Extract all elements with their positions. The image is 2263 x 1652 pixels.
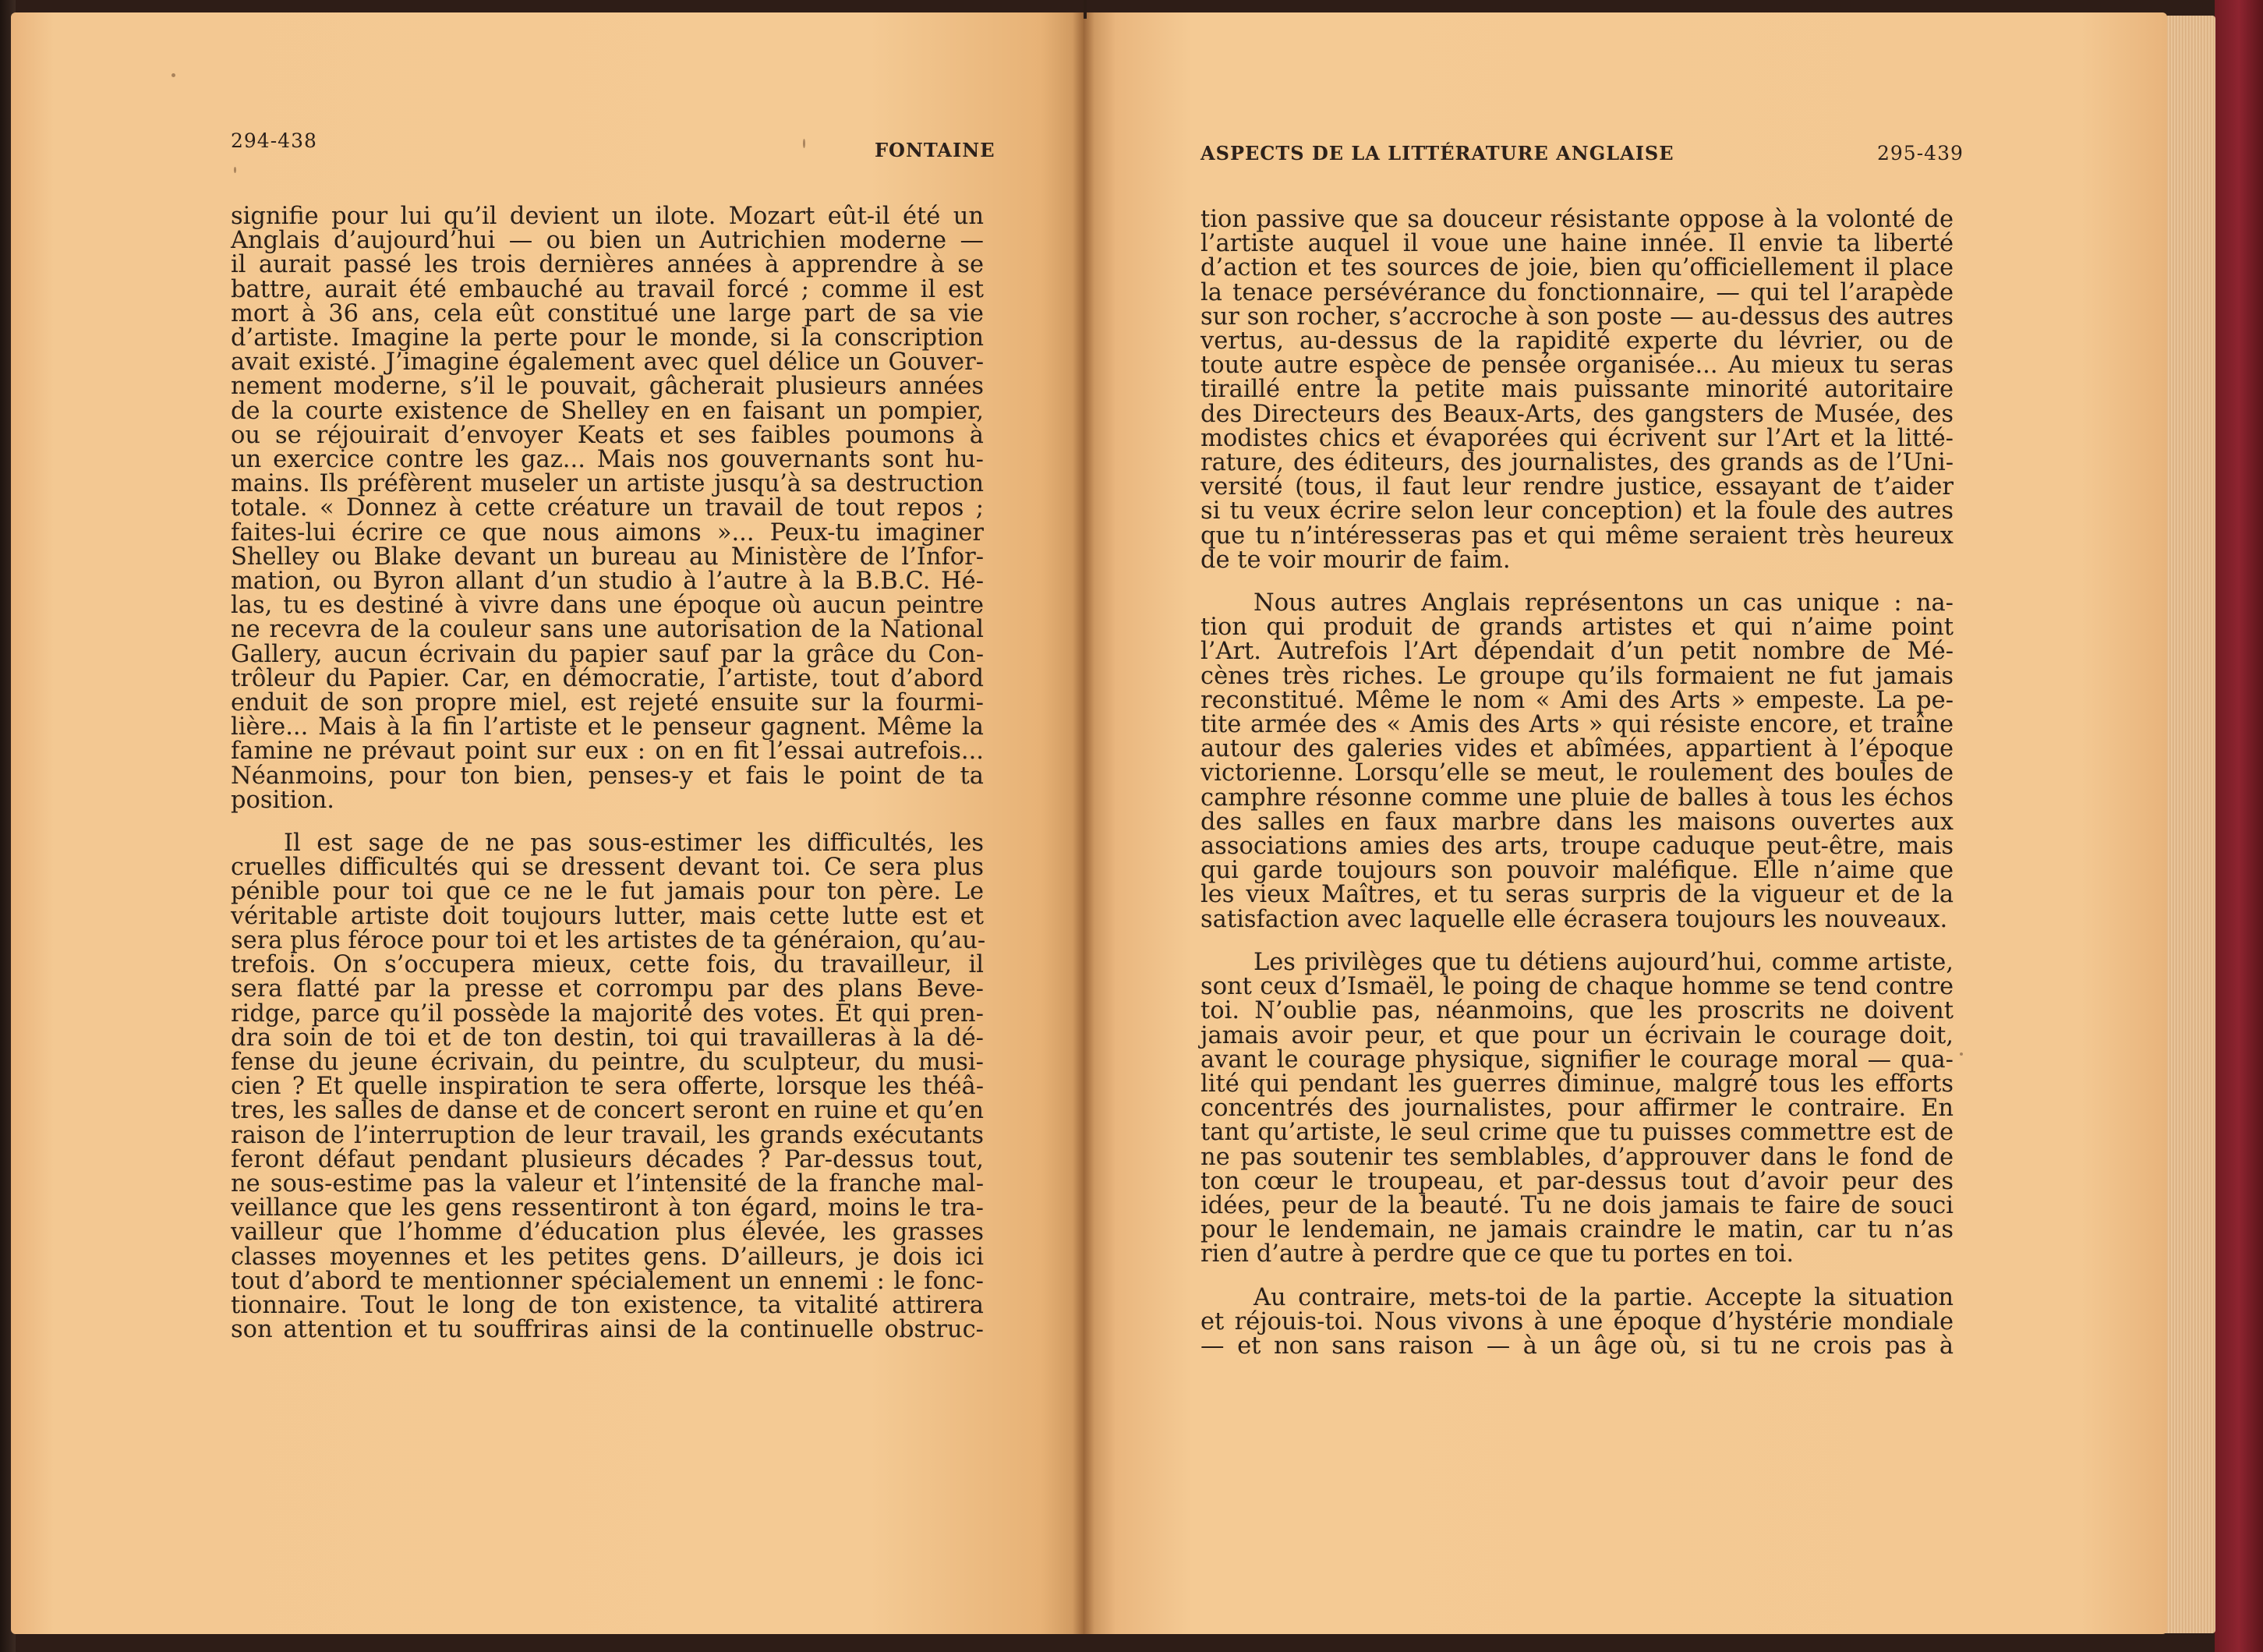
text-line: d’action et tes sources de joie, bien qu’officiellement il place [1200, 254, 1954, 282]
text-line: tres, les salles de danse et de concert seront en ruine et qu’en [231, 1097, 984, 1125]
text-line: tiraillé entre la petite mais puissante minorité autoritaire [1200, 376, 1954, 404]
right-page-number: 295-439 [1877, 142, 1964, 164]
page-block-edge [2159, 16, 2215, 1633]
text-line: la tenace persévérance du fonctionnaire, — qui tel l’arapède [1200, 278, 1954, 306]
text-line: des salles en faux marbre dans les maisons ouvertes aux [1200, 808, 1954, 836]
text-line: cruelles difficultés qui se dressent devant toi. Ce sera plus [231, 854, 984, 882]
text-line: que tu n’intéresseras pas et qui même seraient très heureux [1200, 522, 1954, 550]
text-line: jamais avoir peur, et que pour un écrivain le courage doit, [1200, 1021, 1954, 1049]
text-line: sont ceux d’Ismaël, le poing de chaque homme se tend contre [1200, 973, 1954, 1001]
text-line: tant qu’artiste, le seul crime que tu puisses commettre est de [1200, 1119, 1954, 1147]
text-line: famine ne prévaut point sur eux : on en fit l’essai autrefois... [231, 738, 984, 766]
text-line: — et non sans raison — à un âge où, si tu ne crois pas à [1200, 1332, 1954, 1360]
text-line: l’Art. Autrefois l’Art dépendait d’un petit nombre de Mé- [1200, 638, 1954, 666]
text-line: position. [231, 786, 335, 814]
text-line: ton cœur le troupeau, et par-dessus tout d’avoir peur des [1200, 1167, 1954, 1195]
text-line: Il est sage de ne pas sous-estimer les difficultés, les [284, 830, 984, 858]
text-line: signifie pour lui qu’il devient un ilote. Mozart eût-il été un [231, 203, 984, 230]
text-line: avait existé. J’imagine également avec quel délice un Gouver- [231, 348, 984, 377]
right-page-body [1200, 207, 1954, 1358]
text-line: son attention et tu souffriras ainsi de la continuelle obstruc- [231, 1316, 984, 1344]
text-line: Au contraire, mets-toi de la partie. Accepte la situation [1253, 1283, 1954, 1311]
text-line: cènes très riches. Le groupe qu’ils formaient ne fut jamais [1200, 662, 1954, 690]
text-line: ne sous-estime pas la valeur et l’intensité de la franche mal- [231, 1169, 984, 1197]
left-paragraph-1 [231, 204, 984, 812]
text-line: dra soin de toi et de ton destin, toi qui travailleras à la dé- [231, 1024, 984, 1052]
text-line: et réjouis-toi. Nous vivons à une époque d’hystérie mondiale [1200, 1307, 1954, 1335]
text-line: associations amies des arts, troupe caduque peut-être, mais [1200, 833, 1954, 861]
text-line: lière... Mais à la fin l’artiste et le penseur gagnent. Même la [231, 713, 984, 741]
right-paragraph-2 [1200, 591, 1954, 932]
left-page-number: 294-438 [231, 129, 317, 152]
text-line: les vieux Maîtres, et tu seras surpris de la vigueur et de la [1200, 881, 1954, 909]
text-line: battre, aurait été embauché au travail forcé ; comme il est [231, 275, 984, 303]
text-line: sur son rocher, s’accroche à son poste — au-dessus des autres [1200, 302, 1954, 331]
text-line: ne recevra de la couleur sans une autorisation de la National [231, 616, 984, 644]
left-running-head: FONTAINE [875, 139, 995, 161]
text-line: ou se réjouirait d’envoyer Keats et ses faibles poumons à [231, 421, 984, 449]
text-line: toi. N’oublie pas, néanmoins, que les proscrits ne doivent [1200, 997, 1954, 1025]
text-line: versité (tous, il faut leur rendre justice, essayant de t’aider [1200, 473, 1954, 501]
text-line: veillance que les gens ressentiront à ton égard, moins le tra- [231, 1194, 984, 1222]
text-line: trôleur du Papier. Car, en démocratie, l’artiste, tout d’abord [231, 664, 984, 692]
text-line: idées, peur de la beauté. Tu ne dois jamais te faire de souci [1200, 1191, 1954, 1219]
paper-speck [803, 139, 805, 148]
text-line: Néanmoins, pour ton bien, penses-y et fais le point de ta [231, 762, 984, 790]
book-cover-right-edge [2215, 0, 2263, 1652]
left-page-body [231, 204, 984, 1342]
text-line: tite armée des « Amis des Arts » qui résiste encore, et traîne [1200, 711, 1954, 739]
left-paragraph-2 [231, 831, 984, 1342]
text-line: reconstitué. Même le nom « Ami des Arts » empeste. La pe- [1200, 686, 1954, 714]
text-line: Les privilèges que tu détiens aujourd’hui, comme artiste, [1253, 948, 1954, 976]
text-line: d’artiste. Imagine la perte pour le monde, si la conscription [231, 324, 984, 352]
text-line: sera flatté par la presse et corrompu par des plans Beve- [231, 975, 984, 1003]
book-gutter [1073, 12, 1094, 1634]
text-line: modistes chics et évaporées qui écrivent sur l’Art et la litté- [1200, 424, 1954, 452]
text-line: Nous autres Anglais représentons un cas unique : na- [1253, 589, 1954, 617]
text-line: qui garde toujours son pouvoir maléfique. Elle n’aime que [1200, 857, 1954, 885]
text-line: de la courte existence de Shelley en en faisant un pompier, [231, 397, 984, 425]
text-line: ne pas soutenir tes semblables, d’approuver dans le fond de [1200, 1143, 1954, 1171]
paper-speck [171, 73, 175, 77]
text-line: un exercice contre les gaz... Mais nos gouvernants sont hu- [231, 446, 984, 474]
text-line: avant le courage physique, signifier le courage moral — qua- [1200, 1045, 1954, 1074]
text-line: trefois. On s’occupera mieux, cette fois, du travailleur, il [231, 951, 984, 979]
text-line: tion qui produit de grands artistes et qui n’aime point [1200, 614, 1954, 642]
right-paragraph-3 [1200, 950, 1954, 1267]
text-line: pour le lendemain, ne jamais craindre le matin, car tu n’as [1200, 1216, 1954, 1244]
text-line: enduit de son propre miel, est rejeté ensuite sur la fourmi- [231, 689, 984, 717]
text-line: il aurait passé les trois dernières années à apprendre à se [231, 251, 984, 279]
text-line: victorienne. Lorsqu’elle se meut, le roulement des boules de [1200, 759, 1954, 787]
text-line: toute autre espèce de pensée organisée... Au mieux tu seras [1200, 352, 1954, 380]
text-line: mation, ou Byron allant d’un studio à l’autre à la B.B.C. Hé- [231, 568, 984, 596]
text-line: tionnaire. Tout le long de ton existence, ta vitalité attirera [231, 1291, 984, 1319]
text-line: des Directeurs des Beaux-Arts, des gangsters de Musée, des [1200, 400, 1954, 428]
text-line: mort à 36 ans, cela eût constitué une large part de sa vie [231, 299, 984, 327]
right-paragraph-4 [1200, 1283, 1954, 1360]
text-line: camphre résonne comme une pluie de balles à tous les échos [1200, 784, 1954, 812]
text-line: de te voir mourir de faim. [1200, 546, 1511, 574]
text-line: vertus, au-dessus de la rapidité experte du lévrier, ou de [1200, 327, 1954, 356]
text-line: l’artiste auquel il voue une haine innée. Il envie ta liberté [1200, 230, 1954, 258]
paper-speck [1960, 1052, 1963, 1056]
text-line: feront défaut pendant plusieurs décades ? Par-dessus tout, [231, 1145, 984, 1173]
text-line: cien ? Et quelle inspiration te sera offerte, lorsque les théâ- [231, 1073, 984, 1101]
right-running-head: ASPECTS DE LA LITTÉRATURE ANGLAISE [1200, 142, 1674, 164]
text-line: ridge, parce qu’il possède la majorité des votes. Et qui pren- [231, 999, 984, 1028]
text-line: classes moyennes et les petites gens. D’ailleurs, je dois ici [231, 1243, 984, 1271]
paper-speck [234, 167, 236, 173]
text-line: Anglais d’aujourd’hui — ou bien un Autrichien moderne — [231, 227, 984, 255]
text-line: pénible pour toi que ce ne le fut jamais pour ton père. Le [231, 878, 984, 906]
text-line: sera plus féroce pour toi et les artistes de ta généraion, qu’au- [231, 926, 986, 954]
text-line: véritable artiste doit toujours lutter, mais cette lutte est et [231, 902, 984, 930]
text-line: las, tu es destiné à vivre dans une époque où aucun peintre [231, 592, 984, 620]
text-line: vailleur que l’homme d’éducation plus élevée, les grasses [231, 1219, 984, 1247]
text-line: Shelley ou Blake devant un bureau au Ministère de l’Infor- [231, 543, 984, 571]
text-line: tout d’abord te mentionner spécialement un ennemi : le fonc- [231, 1267, 984, 1295]
text-line: raison de l’interruption de leur travail, les grands exécutants [231, 1121, 984, 1149]
text-line: mains. Ils préfèrent museler un artiste jusqu’à sa destruction [231, 470, 984, 498]
text-line: nement moderne, s’il le pouvait, gâcherait plusieurs années [231, 373, 984, 401]
text-line: tion passive que sa douceur résistante oppose à la volonté de [1200, 206, 1954, 233]
text-line: satisfaction avec laquelle elle écrasera toujours les nouveaux. [1200, 905, 1948, 933]
text-line: lité qui pendant les guerres diminue, malgré tous les efforts [1200, 1070, 1954, 1098]
text-line: rature, des éditeurs, des journalistes, des grands as de l’Uni- [1200, 449, 1954, 477]
text-line: fense du jeune écrivain, du peintre, du sculpteur, du musi- [231, 1048, 984, 1076]
text-line: concentrés des journalistes, pour affirmer le contraire. En [1200, 1095, 1954, 1123]
text-line: totale. « Donnez à cette créature un travail de tout repos ; [231, 494, 984, 522]
right-paragraph-1 [1200, 207, 1954, 572]
text-line: si tu veux écrire selon leur conception) et la foule des autres [1200, 497, 1954, 525]
text-line: autour des galeries vides et abîmées, appartient à l’époque [1200, 735, 1954, 763]
text-line: faites-lui écrire ce que nous aimons »... Peux-tu imaginer [231, 518, 984, 547]
text-line: Gallery, aucun écrivain du papier sauf par la grâce du Con- [231, 640, 984, 668]
text-line: rien d’autre à perdre que ce que tu portes en toi. [1200, 1240, 1794, 1268]
binding-stitch [1084, 0, 1087, 19]
